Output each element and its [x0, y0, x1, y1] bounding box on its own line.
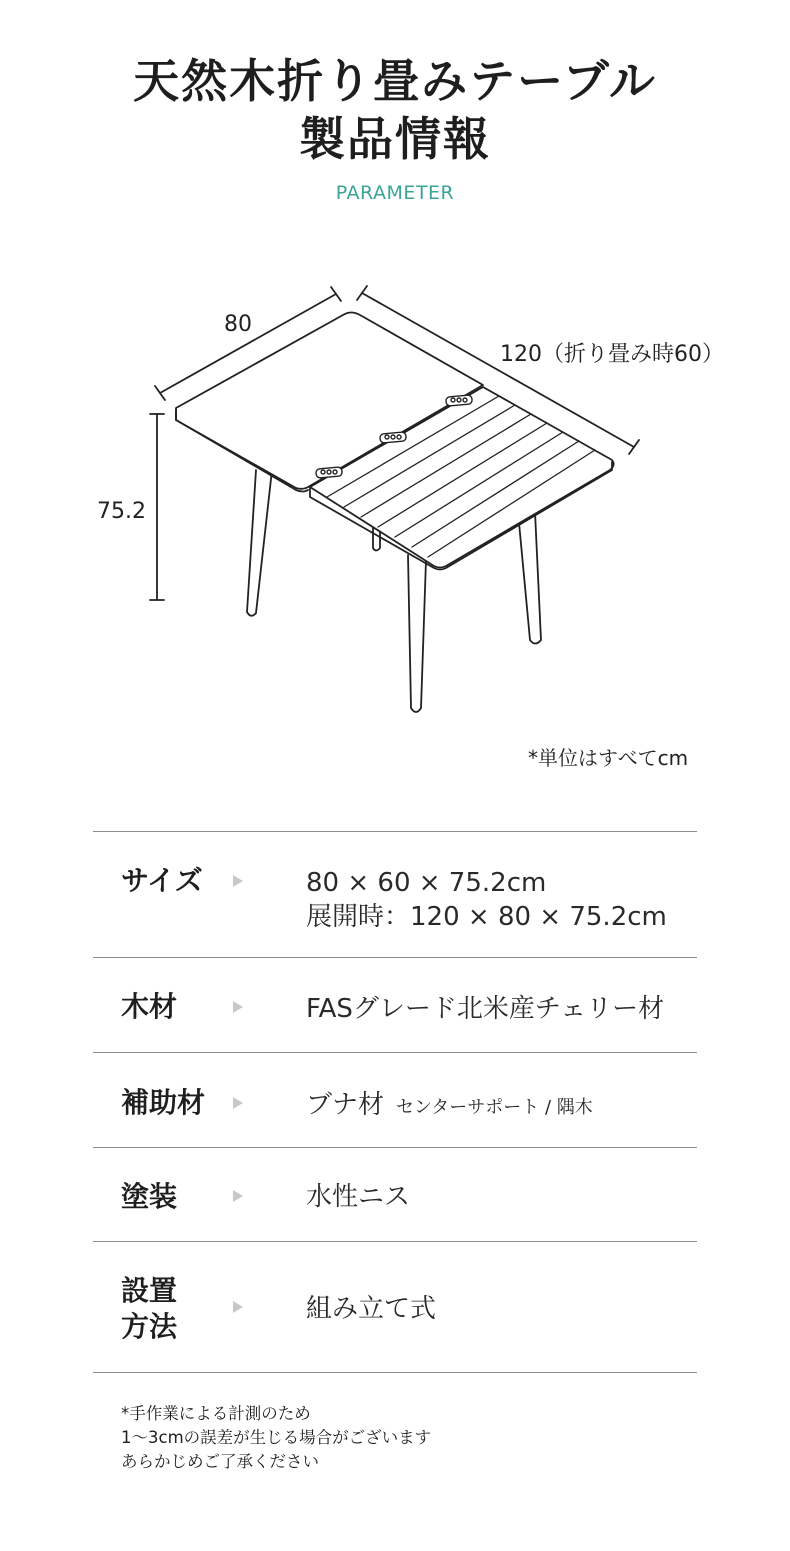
spec-label-size: サイズ	[121, 864, 203, 897]
triangle-right-icon	[233, 1301, 243, 1313]
unit-note: *単位はすべてcm	[528, 746, 689, 770]
spec-label-wood: 木材	[121, 990, 178, 1023]
auxiliary-material-sub: センターサポート / 隅木	[396, 1097, 593, 1118]
spec-label-auxiliary-material: 補助材	[121, 1086, 206, 1119]
triangle-right-icon	[233, 1190, 243, 1202]
table-divider	[93, 1147, 697, 1148]
spec-label-finish: 塗装	[121, 1180, 178, 1213]
spec-label-installation-2: 方法	[121, 1310, 178, 1343]
table-dimension-diagram	[0, 0, 790, 740]
table-divider	[93, 957, 697, 958]
spec-value-installation: 組み立て式	[306, 1294, 437, 1324]
length-dimension-label: 120（折り畳み時60）	[500, 342, 724, 367]
page-title-sub: 製品情報	[299, 112, 491, 166]
spec-value-size-expanded: 展開時：120 × 80 × 75.2cm	[306, 902, 667, 932]
spec-value-finish: 水性ニス	[306, 1182, 411, 1212]
triangle-right-icon	[233, 875, 243, 887]
spec-value-auxiliary-material	[306, 1088, 593, 1125]
footnote	[121, 1402, 431, 1474]
triangle-right-icon	[233, 1097, 243, 1109]
table-divider	[93, 1052, 697, 1053]
height-dimension-label: 75.2	[97, 499, 146, 524]
page-title: 天然木折り畳みテーブル	[133, 54, 657, 108]
footnote-line: あらかじめご了承ください	[121, 1452, 319, 1471]
auxiliary-material-main: ブナ材	[306, 1090, 385, 1120]
table-divider	[93, 1241, 697, 1242]
width-dimension-label: 80	[224, 312, 252, 337]
triangle-right-icon	[233, 1001, 243, 1013]
spec-value-wood: FASグレード北米産チェリー材	[306, 994, 665, 1024]
footnote-line: 1～3cmの誤差が生じる場合がございます	[121, 1428, 432, 1447]
footnote-line: *手作業による計測のため	[121, 1404, 311, 1423]
table-divider	[93, 1372, 697, 1373]
section-subtitle: PARAMETER	[335, 182, 455, 204]
table-divider	[93, 831, 697, 832]
spec-value-size: 80 × 60 × 75.2cm	[306, 868, 547, 898]
spec-label-installation-1: 設置	[121, 1274, 178, 1307]
